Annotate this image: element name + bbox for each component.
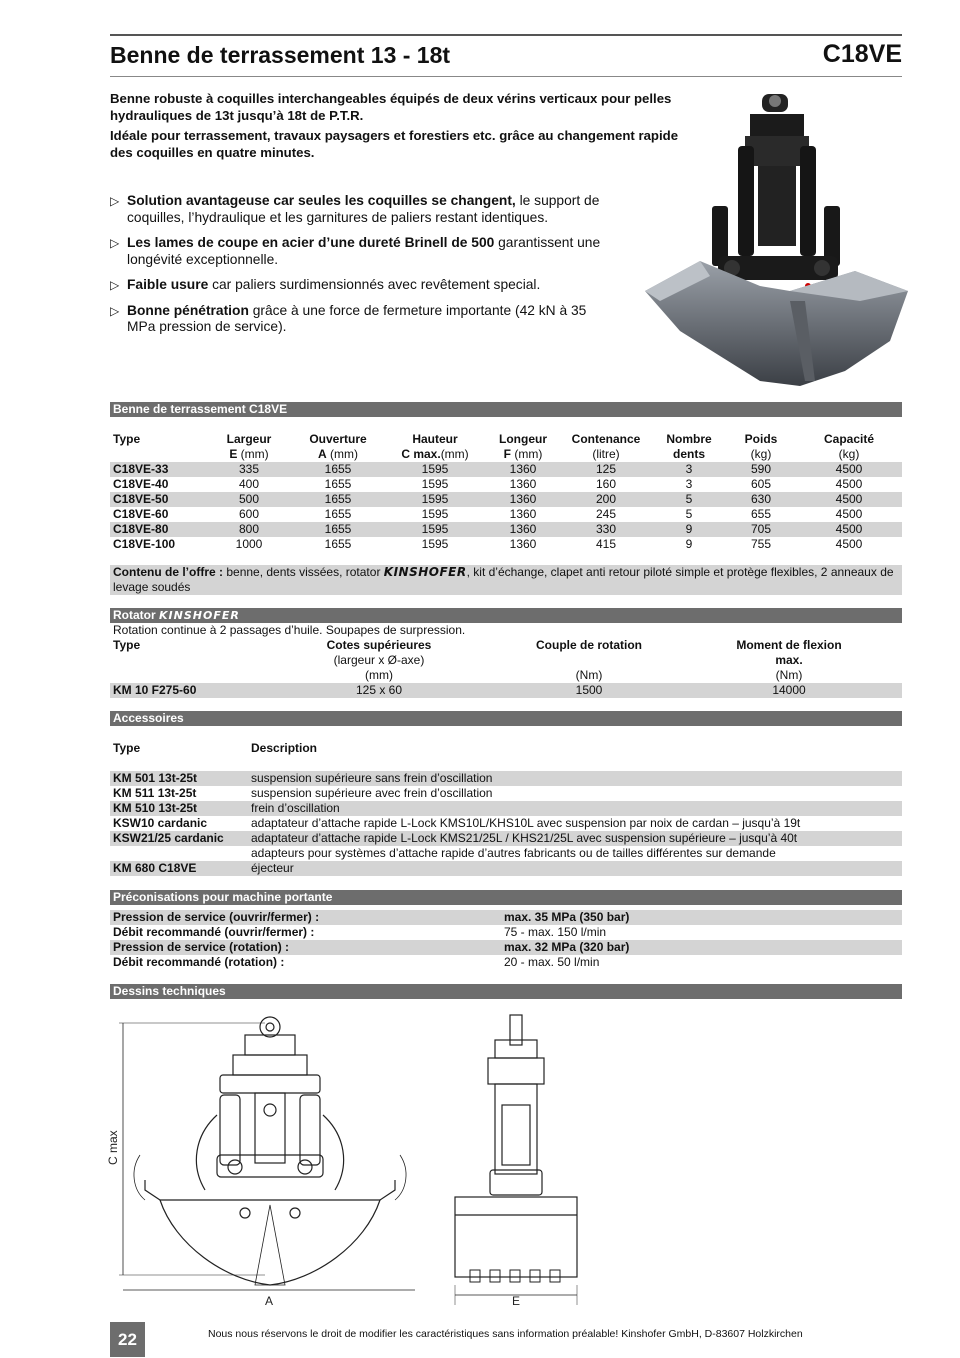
header-unit: (kg) [838, 447, 860, 461]
table-row [110, 786, 902, 801]
table-cell: 4500 [835, 462, 863, 476]
table-cell: 415 [595, 537, 617, 551]
feature-item [110, 303, 610, 336]
header-unit: A (mm) [318, 447, 358, 461]
title-rule [110, 76, 902, 77]
table-cell: 605 [750, 477, 772, 491]
accessories-rows [110, 771, 902, 876]
intro-paragraph-2: Idéale pour terrassement, travaux paysagers et forestiers etc. grâce au changement rapide des coquilles en quatre minutes. [110, 128, 679, 160]
table-cell: 3 [685, 477, 693, 491]
accessory-description: frein d’oscillation [251, 801, 340, 815]
rotator-description-row [110, 623, 902, 638]
table-row [110, 925, 902, 940]
front-view-drawing [105, 1005, 435, 1315]
feature-bold: Bonne pénétration [127, 302, 249, 318]
table-row [110, 910, 902, 925]
table-cell: KM 10 F275-60 [113, 683, 197, 697]
table-cell: 4500 [835, 507, 863, 521]
accessory-description: adapteurs pour systèmes d’attache rapide d’autres fabricants ou de tailles différentes sur demande [251, 846, 776, 860]
feature-item [110, 277, 610, 294]
table-cell: 1595 [421, 492, 449, 506]
feature-text: garantissent une longévité exceptionnelle. [127, 235, 601, 267]
feature-bold: Les lames de coupe en acier d’une dureté Brinell de 500 [127, 235, 495, 250]
feature-text: le support de coquilles, l’hydraulique et les garnitures de paliers restant identiques. [127, 193, 600, 225]
section-bar-machine: Préconisations pour machine portante [110, 890, 902, 905]
table-row [110, 522, 902, 537]
header-cell: Type [113, 741, 141, 755]
section-bar-accessories: Accessoires [110, 711, 902, 726]
table-cell: 4500 [835, 492, 863, 506]
table-cell: 1595 [421, 477, 449, 491]
table-cell: 630 [750, 492, 772, 506]
table-cell: 1595 [421, 462, 449, 476]
table-cell: 500 [238, 492, 260, 506]
side-view-drawing [440, 1005, 590, 1315]
intro [110, 91, 690, 165]
accessory-description: adaptateur d’attache rapide L-Lock KMS21/25L / KHS21/25L avec suspension supérieure – jusqu’à 40t [251, 831, 798, 845]
table-cell: 1655 [324, 462, 352, 476]
table-row [110, 955, 902, 970]
table-cell: 1360 [509, 462, 537, 476]
table-row [110, 816, 902, 831]
accessory-type: KSW10 cardanic [113, 816, 208, 830]
footer-notice: Nous nous réservons le droit de modifier les caractéristiques sans information préalable! Kinshofer GmbH, D-83607 Holzkirchen [208, 1328, 803, 1340]
header-cell: Capacité [823, 432, 875, 446]
header-unit: (mm) [365, 668, 393, 682]
table-cell: 1595 [421, 537, 449, 551]
table-cell: C18VE-33 [113, 462, 169, 476]
table-cell: 1000 [235, 537, 263, 551]
accessory-description: suspension supérieure avec frein d’oscillation [251, 786, 493, 800]
offer-box [110, 565, 902, 595]
bucket-table [110, 432, 902, 552]
accessories-table [110, 741, 902, 876]
brand-logo: KINSHOFER [383, 565, 467, 579]
table-cell: 330 [595, 522, 617, 536]
table-cell: 1655 [324, 477, 352, 491]
table-cell: 1360 [509, 492, 537, 506]
rotator-description: Rotation continue à 2 passages d’huile. Soupapes de surpression. [113, 623, 466, 637]
table-cell: 600 [238, 507, 260, 521]
spacer-row [110, 756, 902, 771]
table-cell: 5 [685, 492, 693, 506]
machine-label: Pression de service (ouvrir/fermer) : [113, 910, 320, 924]
table-cell: 400 [238, 477, 260, 491]
table-row [110, 477, 902, 492]
table-cell: 1360 [509, 522, 537, 536]
offer-text: , kit d’échange, clapet anti retour piloté simple et protège flexibles, 2 anneaux de levage soudés [113, 565, 894, 594]
triangle-bullet-icon: ▷ [110, 278, 120, 292]
header-cell: Longeur [499, 432, 547, 446]
table-cell: C18VE-100 [113, 537, 176, 551]
table-cell: C18VE-40 [113, 477, 169, 491]
table-cell: 1500 [575, 683, 603, 697]
accessory-type: KM 680 C18VE [113, 861, 197, 875]
table-row [110, 846, 902, 861]
table-cell: 1595 [421, 522, 449, 536]
table-cell: 9 [685, 537, 693, 551]
accessory-description: éjecteur [251, 861, 294, 875]
offer-label: Contenu de l’offre : [113, 565, 223, 579]
table-cell: 3 [685, 462, 693, 476]
header-cell: Description [251, 741, 318, 755]
table-row [110, 683, 902, 698]
accessory-description: suspension supérieure sans frein d’oscillation [251, 771, 493, 785]
table-cell: 1360 [509, 537, 537, 551]
table-cell: 1360 [509, 477, 537, 491]
table-row [110, 831, 902, 846]
model-code: C18VE [822, 40, 902, 68]
accessory-type: KSW21/25 cardanic [113, 831, 224, 845]
top-rule [110, 34, 902, 36]
feature-item [110, 193, 610, 226]
page-title: Benne de terrassement 13 - 18t [110, 42, 451, 68]
table-cell: 590 [750, 462, 772, 476]
cmax-label: C max [106, 1130, 120, 1165]
table-header-row [110, 432, 902, 447]
table-cell: C18VE-50 [113, 492, 169, 506]
machine-label: Débit recommandé (rotation) : [113, 955, 285, 969]
header-unit: (kg) [750, 447, 772, 461]
table-cell: 1360 [509, 507, 537, 521]
triangle-bullet-icon: ▷ [110, 236, 120, 250]
table-cell: 1595 [421, 507, 449, 521]
feature-text: grâce à une force de fermeture importante (42 kN à 35 MPa pression de service). [127, 302, 587, 334]
table-row [110, 801, 902, 816]
section-bar-bucket: Benne de terrassement C18VE [110, 402, 902, 417]
table-cell: 4500 [835, 477, 863, 491]
table-cell: 1655 [324, 492, 352, 506]
header-unit: (Nm) [775, 668, 803, 682]
header-unit: F (mm) [503, 447, 543, 461]
triangle-bullet-icon: ▷ [110, 303, 120, 318]
intro-paragraph-1: Benne robuste à coquilles interchangeables équipés de deux vérins verticaux pour pelles hydrauliques de 13t jusqu’à 18t de P.T.R. [110, 91, 672, 123]
section-bar-drawings: Dessins techniques [110, 984, 902, 999]
a-label: A [265, 1294, 274, 1308]
header-cell: Contenance [571, 432, 641, 446]
header-cell: Cotes supérieures [326, 638, 432, 652]
table-subheader-row [110, 668, 902, 683]
section-bar-rotator [110, 608, 902, 623]
machine-label: Pression de service (rotation) : [113, 940, 290, 954]
table-cell: 1655 [324, 537, 352, 551]
accessory-type: KM 501 13t-25t [113, 771, 198, 785]
table-cell: 4500 [835, 522, 863, 536]
table-subheader-row [110, 653, 902, 668]
table-cell: 125 x 60 [355, 683, 403, 697]
table-cell: 125 [595, 462, 617, 476]
accessory-type: KM 511 13t-25t [113, 786, 197, 800]
table-cell: C18VE-80 [113, 522, 169, 536]
machine-value: 20 - max. 50 l/min [504, 955, 600, 969]
feature-list [110, 193, 610, 345]
table-cell: 14000 [772, 683, 806, 697]
table-row [110, 940, 902, 955]
table-cell: C18VE-60 [113, 507, 169, 521]
header-unit: (Nm) [575, 668, 603, 682]
section-title: Rotator [113, 608, 156, 622]
header-cell: Poids [744, 432, 778, 446]
table-cell: 335 [238, 462, 260, 476]
table-header-row [110, 638, 902, 653]
header-unit: E (mm) [229, 447, 269, 461]
table-cell: 245 [595, 507, 617, 521]
table-cell: 1655 [324, 522, 352, 536]
product-photo [640, 86, 910, 386]
table-row [110, 861, 902, 876]
header-cell: Hauteur [412, 432, 458, 446]
table-row [110, 507, 902, 522]
header-unit: max. [775, 653, 803, 667]
table-cell: 200 [595, 492, 617, 506]
table-cell: 5 [685, 507, 693, 521]
accessory-type: KM 510 13t-25t [113, 801, 198, 815]
feature-item [110, 235, 610, 268]
header-cell: Ouverture [309, 432, 367, 446]
header-cell: Type [113, 432, 141, 446]
header-cell: Type [113, 638, 141, 652]
header-cell: Couple de rotation [536, 638, 642, 652]
machine-value: max. 32 MPa (320 bar) [504, 940, 630, 954]
bucket-rows [110, 462, 902, 552]
machine-rows [110, 910, 902, 970]
table-subheader-row [110, 447, 902, 462]
table-cell: 1655 [324, 507, 352, 521]
machine-label: Débit recommandé (ouvrir/fermer) : [113, 925, 315, 939]
table-cell: 705 [750, 522, 772, 536]
feature-bold: Solution avantageuse car seules les coquilles se changent, [127, 193, 516, 208]
header-cell: Nombre [666, 432, 712, 446]
table-cell: 655 [750, 507, 772, 521]
e-label: E [512, 1294, 521, 1308]
table-cell: 160 [595, 477, 617, 491]
feature-bold: Faible usure [127, 277, 209, 292]
table-cell: 800 [238, 522, 260, 536]
page-number: 22 [110, 1322, 145, 1357]
table-row [110, 492, 902, 507]
table-row [110, 771, 902, 786]
table-cell: 755 [750, 537, 772, 551]
offer-text: benne, dents vissées, rotator [226, 565, 381, 579]
table-row [110, 537, 902, 552]
rotator-table [110, 623, 902, 698]
header-cell: Largeur [226, 432, 272, 446]
machine-value: max. 35 MPa (350 bar) [504, 910, 630, 924]
header-unit: (litre) [592, 447, 620, 461]
table-header-row [110, 741, 902, 756]
brand-logo: KINSHOFER [159, 609, 240, 622]
machine-table [110, 910, 902, 970]
table-cell: 4500 [835, 537, 863, 551]
machine-value: 75 - max. 150 l/min [504, 925, 607, 939]
header-unit: C max.(mm) [401, 447, 469, 461]
table-row [110, 462, 902, 477]
table-cell: 9 [685, 522, 693, 536]
feature-text: car paliers surdimensionnés avec revêtement special. [208, 277, 541, 292]
accessory-description: adaptateur d’attache rapide L-Lock KMS10L/KHS10L avec suspension par noix de cardan – jusqu’à 19t [251, 816, 801, 830]
header-cell: Moment de flexion [736, 638, 842, 652]
triangle-bullet-icon: ▷ [110, 194, 120, 208]
header-unit: dents [672, 447, 706, 461]
header-unit: (largeur x Ø-axe) [333, 653, 425, 667]
